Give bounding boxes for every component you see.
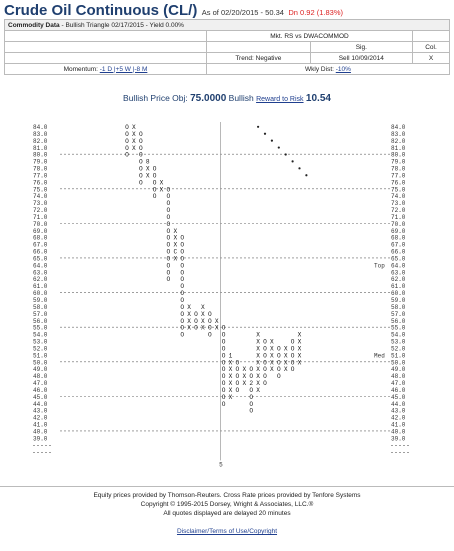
pf-o-mark: O xyxy=(249,393,254,401)
price-label-right: 64.0 xyxy=(391,262,406,270)
pf-o-mark: O xyxy=(235,373,240,381)
pf-o-mark: O xyxy=(263,338,267,346)
trendline-dot xyxy=(271,140,273,142)
price-label-right: 73.0 xyxy=(391,200,406,208)
pf-x-mark: X xyxy=(256,352,260,360)
trendline-dot xyxy=(298,167,300,169)
price-label-right: 44.0 xyxy=(391,400,406,408)
pf-x-mark: X xyxy=(283,366,288,374)
price-label-left: 73.0 xyxy=(33,200,48,208)
pf-o-mark: O xyxy=(138,151,143,159)
pf-o-mark: O xyxy=(138,179,143,187)
pf-o-mark: O xyxy=(166,200,171,208)
price-label-left: 64.0 xyxy=(33,262,48,270)
pf-x-mark: X xyxy=(173,234,178,242)
pf-x-mark: X xyxy=(159,179,164,187)
pf-x-mark: X xyxy=(228,366,233,374)
pf-x-mark: 8 xyxy=(145,158,150,166)
price-label-right: 46.0 xyxy=(391,386,406,394)
price-label-right: 50.0 xyxy=(391,359,406,367)
reward-to-risk-value: 10.54 xyxy=(305,93,331,104)
price-label-left: 47.0 xyxy=(33,380,48,388)
pf-x-mark: X xyxy=(132,130,136,138)
pf-o-mark: O xyxy=(263,366,267,374)
price-label-right: 41.0 xyxy=(391,421,406,429)
price-label-right: 80.0 xyxy=(391,151,406,159)
reward-to-risk-link[interactable]: Reward to Risk xyxy=(256,96,304,103)
pf-o-mark: O xyxy=(180,290,185,298)
pf-x-mark: X xyxy=(187,324,191,332)
pf-o-mark: O xyxy=(166,213,171,221)
pf-o-mark: O xyxy=(152,193,157,201)
pf-x-mark: X xyxy=(256,380,260,388)
pf-x-mark: X xyxy=(256,359,260,367)
trendline-dot xyxy=(305,174,307,176)
pf-x-mark: X xyxy=(214,324,219,332)
price-label-left: 48.0 xyxy=(33,373,48,381)
pf-x-mark: X xyxy=(297,352,302,360)
pf-x-mark: X xyxy=(201,317,205,325)
pf-o-mark: O xyxy=(125,144,129,152)
price-label-right: 57.0 xyxy=(391,310,406,318)
pf-o-mark: O xyxy=(166,207,171,215)
pf-x-mark: X xyxy=(242,366,247,374)
price-label-left: 68.0 xyxy=(33,234,48,242)
price-label-right: 63.0 xyxy=(391,269,406,277)
pf-o-mark: O xyxy=(180,234,185,242)
pf-o-mark: O xyxy=(180,269,185,277)
price-label-right: 78.0 xyxy=(391,165,406,173)
pf-o-mark: 2 xyxy=(249,380,254,388)
pf-x-mark: X xyxy=(242,373,247,381)
pf-x-mark: X xyxy=(228,393,233,401)
pf-x-mark: X xyxy=(270,345,274,353)
pf-o-mark: O xyxy=(221,393,226,401)
pf-x-mark: X xyxy=(297,359,302,367)
pf-o-mark: O xyxy=(276,366,281,374)
pf-x-mark: X xyxy=(201,303,205,311)
pf-o-mark: O xyxy=(152,186,157,194)
pf-o-mark: O xyxy=(125,137,129,145)
trendline-dot xyxy=(264,133,266,135)
pf-x-mark: X xyxy=(283,345,288,353)
pf-o-mark: O xyxy=(180,317,185,325)
pf-o-mark: O xyxy=(235,380,240,388)
pf-o-mark: O xyxy=(249,407,254,415)
wkly-dist-link[interactable]: -10% xyxy=(335,65,351,73)
pf-o-mark: O xyxy=(138,158,143,166)
wkly-dist-label: Wkly Dist: xyxy=(305,65,334,73)
price-label-left: 61.0 xyxy=(33,283,48,291)
price-label-left: 50.0 xyxy=(33,359,48,367)
momentum-cell xyxy=(5,64,207,75)
pf-x-mark: X xyxy=(132,137,136,145)
price-objective xyxy=(0,93,454,104)
price-label-right: 42.0 xyxy=(391,414,406,422)
disclaimer-link[interactable]: Disclaimer/Terms of Use/Copyright xyxy=(176,528,278,535)
footer-line-2: Copyright © 1995-2015 Dorsey, Wright & Associates, LLC.® xyxy=(140,501,314,508)
pf-o-mark: O xyxy=(152,165,157,173)
price-label-left: 72.0 xyxy=(33,207,48,215)
price-label-left: 69.0 xyxy=(33,227,48,235)
wkly-dist-cell xyxy=(207,64,450,75)
pf-o-mark: O xyxy=(235,359,240,367)
price-label-left: 55.0 xyxy=(33,324,48,332)
pf-x-mark: X xyxy=(256,386,260,394)
mkt-rs-label: Mkt. RS vs DWACOMMOD xyxy=(207,31,413,42)
price-label-left: 57.0 xyxy=(33,310,48,318)
pf-o-mark: O xyxy=(152,172,157,180)
pf-o-mark: O xyxy=(166,186,171,194)
pf-x-mark: X xyxy=(187,310,191,318)
price-label-left: 41.0 xyxy=(33,421,48,429)
pf-o-mark: O xyxy=(125,151,129,159)
level-label: Med xyxy=(374,352,385,360)
price-label-right: 52.0 xyxy=(391,345,406,353)
pf-x-mark: X xyxy=(256,366,260,374)
price-label-left: 84.0 xyxy=(33,124,48,131)
trendline-dot xyxy=(257,126,259,128)
pf-o-mark: O xyxy=(276,359,281,367)
price-label-right: 81.0 xyxy=(391,144,406,152)
trendline-dot xyxy=(292,160,294,162)
price-label-left: 53.0 xyxy=(33,338,48,346)
sig-label: Sig. xyxy=(310,42,412,53)
price-label-right: 66.0 xyxy=(391,248,406,256)
commodity-label: Commodity Data xyxy=(8,21,60,29)
price-label-right: 47.0 xyxy=(391,380,406,388)
price-label-right: 61.0 xyxy=(391,283,406,291)
pf-o-mark: O xyxy=(221,359,226,367)
pf-o-mark: O xyxy=(235,386,240,394)
price-label-left: 52.0 xyxy=(33,345,48,353)
price-label-right: 55.0 xyxy=(391,324,406,332)
price-label-right: 65.0 xyxy=(391,255,406,263)
pf-x-mark: X xyxy=(228,359,233,367)
pf-x-mark: X xyxy=(270,366,274,374)
month-marker: 5 xyxy=(219,461,223,469)
pf-o-mark: O xyxy=(166,248,171,256)
price-label-right: 72.0 xyxy=(391,207,406,215)
pf-x-mark: X xyxy=(228,380,233,388)
pf-o-mark: O xyxy=(166,234,171,242)
price-label-left: 54.0 xyxy=(33,331,48,339)
pf-x-mark: X xyxy=(256,331,260,339)
pf-o-mark: O xyxy=(290,338,295,346)
price-label-left: 78.0 xyxy=(33,165,48,173)
pf-o-mark: O xyxy=(290,352,295,360)
pf-x-mark: X xyxy=(270,338,274,346)
objective-label: Bullish Price Obj: xyxy=(123,93,188,103)
pf-o-mark: O xyxy=(166,262,171,270)
pf-x-mark: X xyxy=(173,227,178,235)
pf-o-mark: O xyxy=(221,373,226,381)
pf-o-mark: O xyxy=(263,359,267,367)
pf-o-mark: O xyxy=(249,373,254,381)
pf-o-mark: O xyxy=(263,352,267,360)
pf-o-mark: O xyxy=(166,227,171,235)
level-label: Top xyxy=(374,262,385,270)
price-label-right: 83.0 xyxy=(391,130,406,138)
pf-x-mark: X xyxy=(132,124,136,131)
pf-o-mark: O xyxy=(249,400,254,408)
price-label-left: 44.0 xyxy=(33,400,48,408)
pf-x-mark: X xyxy=(283,359,288,367)
price-label-right: 56.0 xyxy=(391,317,406,325)
pf-o-mark: O xyxy=(221,324,226,332)
price-label-right: 74.0 xyxy=(391,193,406,201)
pf-o-mark: O xyxy=(138,137,143,145)
as-of-text: As of 02/20/2015 - 50.34 xyxy=(201,8,284,17)
pf-o-mark: O xyxy=(180,276,185,284)
pf-x-mark: X xyxy=(145,172,150,180)
pf-o-mark: O xyxy=(276,345,281,353)
pf-x-mark: X xyxy=(256,338,260,346)
price-label-right: 59.0 xyxy=(391,297,406,304)
price-label-right: 70.0 xyxy=(391,220,406,228)
price-label-left: 60.0 xyxy=(33,290,48,298)
objective-value: 75.0000 xyxy=(190,93,227,104)
price-label-right: 48.0 xyxy=(391,373,406,381)
price-label-right: 76.0 xyxy=(391,179,406,187)
pf-o-mark: O xyxy=(125,124,129,131)
price-label-left: 79.0 xyxy=(33,158,48,166)
pf-o-mark: O xyxy=(166,220,171,228)
pf-o-mark: O xyxy=(221,380,226,388)
pf-o-mark: O xyxy=(138,172,143,180)
price-label-left: 43.0 xyxy=(33,407,48,415)
price-label-right: 77.0 xyxy=(391,172,406,180)
pf-x-mark: C xyxy=(173,248,178,256)
col-label: Col. xyxy=(413,42,450,53)
pf-x-mark: X xyxy=(242,380,247,388)
price-label-left: 49.0 xyxy=(33,366,48,374)
col-value: X xyxy=(413,53,450,64)
pf-o-mark: O xyxy=(180,283,185,291)
commodity-data-row xyxy=(5,20,450,31)
price-label-right: 49.0 xyxy=(391,366,406,374)
trendline-dot xyxy=(278,146,280,148)
pf-o-mark: O xyxy=(180,310,185,318)
pf-x-mark: X xyxy=(201,324,205,332)
pf-o-mark: O xyxy=(235,366,240,374)
pf-o-mark: O xyxy=(207,310,212,318)
pf-o-mark: O xyxy=(263,380,267,388)
price-label-right: 71.0 xyxy=(391,213,406,221)
pf-x-mark: X xyxy=(228,373,233,381)
price-label-right: 75.0 xyxy=(391,186,406,194)
price-label-right: 79.0 xyxy=(391,158,406,166)
pf-o-mark: O xyxy=(249,386,254,394)
info-table xyxy=(4,19,450,75)
pf-o-mark: O xyxy=(180,262,185,270)
pf-o-mark: O xyxy=(290,366,295,374)
price-label-left: 45.0 xyxy=(33,393,48,401)
pf-x-mark: X xyxy=(270,352,274,360)
pf-o-mark: O xyxy=(138,144,143,152)
pf-x-mark: X xyxy=(270,359,274,367)
commodity-desc: - Bullish Triangle 02/17/2015 - Yield 0.00% xyxy=(61,21,184,29)
pf-x-mark: X xyxy=(256,373,260,381)
price-label-right: 58.0 xyxy=(391,303,406,311)
pf-x-mark: X xyxy=(187,317,191,325)
pf-o-mark: O xyxy=(180,324,185,332)
pf-o-mark: O xyxy=(290,345,295,353)
price-label-right: 82.0 xyxy=(391,137,406,145)
pf-x-mark: X xyxy=(297,331,302,339)
pf-x-mark: X xyxy=(187,303,191,311)
pf-o-mark: O xyxy=(166,269,171,277)
price-label-left: 56.0 xyxy=(33,317,48,325)
pf-o-mark: O xyxy=(276,373,281,381)
price-label-left: 66.0 xyxy=(33,248,48,256)
price-label-left: 81.0 xyxy=(33,144,48,152)
pf-o-mark: O xyxy=(263,345,267,353)
pf-o-mark: O xyxy=(152,179,157,187)
price-label-left: 77.0 xyxy=(33,172,48,180)
pf-o-mark: O xyxy=(194,310,198,318)
footer-line-1: Equity prices provided by Thomson-Reuters. Cross Rate prices provided by Tenfore Systems xyxy=(93,492,361,499)
price-label-right: 53.0 xyxy=(391,338,406,346)
pf-o-mark: O xyxy=(125,130,129,138)
pf-x-mark: X xyxy=(132,144,136,152)
price-label-left: 74.0 xyxy=(33,193,48,201)
momentum-link[interactable]: -1 D |+5 W |-8 M xyxy=(99,65,148,73)
price-label-right: 69.0 xyxy=(391,227,406,235)
price-label-left: 40.0 xyxy=(33,428,48,436)
sig-value: Sell 10/09/2014 xyxy=(310,53,412,64)
pf-o-mark: O xyxy=(180,255,185,263)
price-label-left: 82.0 xyxy=(33,137,48,145)
footer-line-3: All quotes displayed are delayed 20 minutes xyxy=(163,510,291,517)
pf-o-mark: O xyxy=(221,331,226,339)
price-label-left: 80.0 xyxy=(33,151,48,159)
pf-o-mark: O xyxy=(276,352,281,360)
price-label-left: 59.0 xyxy=(33,297,48,304)
pf-o-mark: O xyxy=(180,241,185,249)
pf-x-mark: 1 xyxy=(228,352,233,360)
pf-o-mark: O xyxy=(221,345,226,353)
price-label-left: 42.0 xyxy=(33,414,48,422)
price-label-right: 54.0 xyxy=(391,331,406,339)
pf-o-mark: O xyxy=(180,248,185,256)
price-label-left: 51.0 xyxy=(33,352,48,360)
pf-o-mark: O xyxy=(138,130,143,138)
pf-o-mark: O xyxy=(166,193,171,201)
header xyxy=(4,2,343,20)
price-label-left: 39.0 xyxy=(33,435,48,443)
trendline-dot xyxy=(285,153,287,155)
pf-x-mark: X xyxy=(173,241,178,249)
pf-x-mark: X xyxy=(159,186,164,194)
pf-o-mark: O xyxy=(194,324,198,332)
price-label-right: 43.0 xyxy=(391,407,406,415)
pf-x-mark: X xyxy=(256,345,260,353)
footer xyxy=(0,486,454,536)
price-label-right: 60.0 xyxy=(391,290,406,298)
pf-o-mark: O xyxy=(221,338,226,346)
pf-o-mark: O xyxy=(263,373,267,381)
pf-o-mark: O xyxy=(180,297,185,304)
pf-o-mark: O xyxy=(221,366,226,374)
pf-o-mark: O xyxy=(207,324,212,332)
price-label-left: 83.0 xyxy=(33,130,48,138)
pf-x-mark: X xyxy=(297,345,302,353)
pf-x-mark: X xyxy=(173,255,178,263)
pf-chart xyxy=(0,120,454,470)
pf-o-mark: O xyxy=(166,241,171,249)
price-label-right: 84.0 xyxy=(391,124,406,131)
price-label-left: 58.0 xyxy=(33,303,48,311)
pf-x-mark: X xyxy=(214,317,219,325)
pf-o-mark: O xyxy=(207,317,212,325)
price-label-right: 68.0 xyxy=(391,234,406,242)
price-label-right: 62.0 xyxy=(391,276,406,284)
pf-o-mark: O xyxy=(138,165,143,173)
price-label-left: 65.0 xyxy=(33,255,48,263)
pf-x-mark: X xyxy=(228,386,233,394)
pf-o-mark: O xyxy=(180,303,185,311)
price-label-left: 62.0 xyxy=(33,276,48,284)
price-label-left: 46.0 xyxy=(33,386,48,394)
pf-o-mark: O xyxy=(221,400,226,408)
pf-x-mark: X xyxy=(297,338,302,346)
pf-o-mark: O xyxy=(207,331,212,339)
pf-o-mark: O xyxy=(180,331,185,339)
pf-o-mark: O xyxy=(290,359,295,367)
price-label-left: 70.0 xyxy=(33,220,48,228)
pf-o-mark: O xyxy=(221,386,226,394)
change-text: Dn 0.92 (1.83%) xyxy=(288,8,343,17)
pf-x-mark: X xyxy=(283,352,288,360)
pf-x-mark: X xyxy=(201,310,205,318)
trend-text: Trend: Negative xyxy=(207,53,311,64)
objective-bias: Bullish xyxy=(228,93,254,103)
pf-o-mark: O xyxy=(166,276,171,284)
price-label-right: 40.0 xyxy=(391,428,406,436)
pf-o-mark: O xyxy=(194,317,198,325)
pf-o-mark: O xyxy=(249,366,254,374)
price-label-right: 45.0 xyxy=(391,393,406,401)
price-label-right: 51.0 xyxy=(391,352,406,360)
page-title: Crude Oil Continuous (CL/) xyxy=(4,2,198,19)
price-label-left: 67.0 xyxy=(33,241,48,249)
price-label-right: 39.0 xyxy=(391,435,406,443)
price-label-left: 75.0 xyxy=(33,186,48,194)
pf-o-mark: O xyxy=(166,255,171,263)
price-label-left: 63.0 xyxy=(33,269,48,277)
pf-o-mark: O xyxy=(221,352,226,360)
momentum-label: Momentum: xyxy=(63,65,98,73)
price-label-right: 67.0 xyxy=(391,241,406,249)
price-label-left: 71.0 xyxy=(33,213,48,221)
pf-x-mark: X xyxy=(145,165,150,173)
price-label-left: 76.0 xyxy=(33,179,48,187)
